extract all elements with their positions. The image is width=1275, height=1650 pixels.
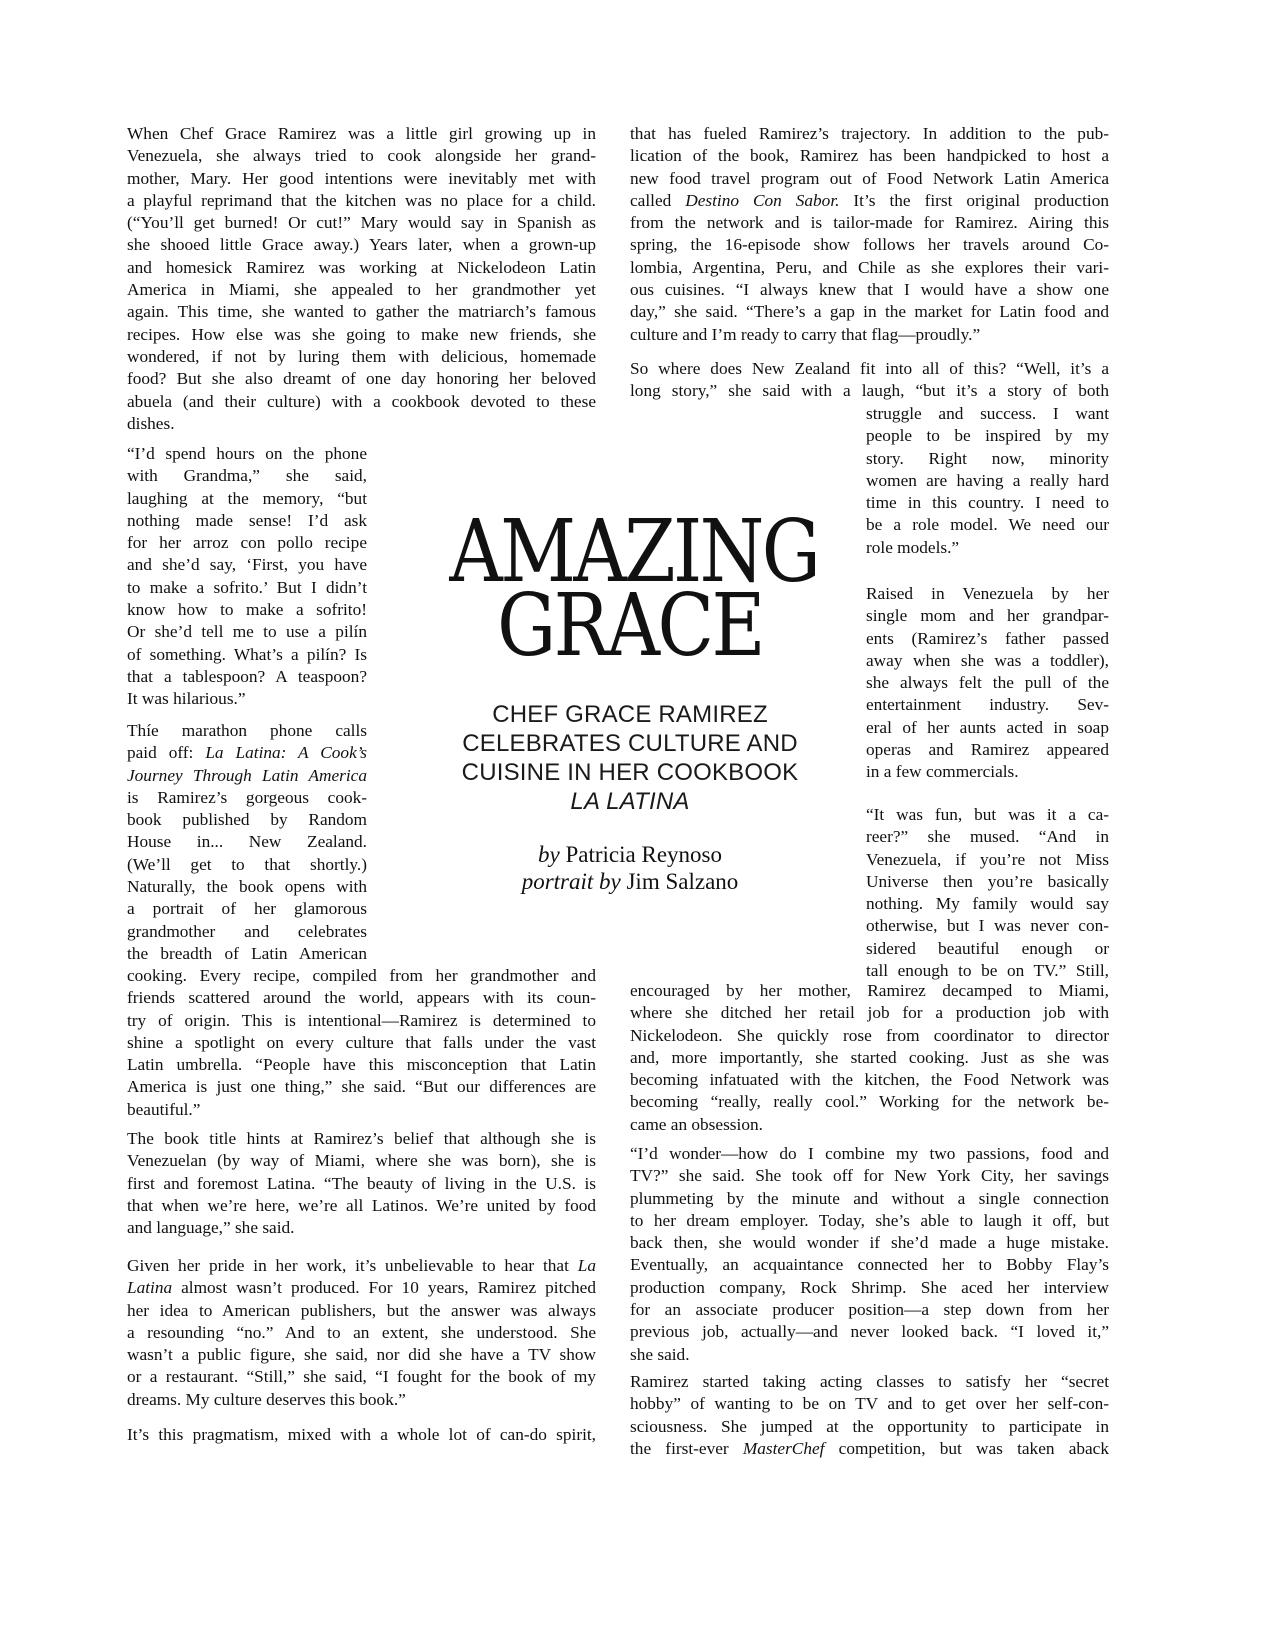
text-line: recipes. How else was she going to make new friends, she (127, 324, 596, 344)
text-line: struggle and success. I want (866, 404, 1109, 423)
text-line: hobby” of wanting to be on TV and to get over her self-con- (630, 1394, 1109, 1414)
right-paragraph-4-cont (630, 980, 1109, 1136)
text-line: Universe then you’re basically (866, 871, 1109, 891)
text-line: her idea to American publishers, but the answer was always (127, 1300, 596, 1320)
text-line: new food travel program out of Food Network Latin America (630, 168, 1109, 188)
text-line (630, 1438, 1109, 1460)
text-fragment: competition, but was taken aback (824, 1438, 1109, 1458)
text-fragment: the first-ever (630, 1438, 743, 1458)
text-line: nothing. My family would say (866, 894, 1109, 914)
text-line: with Grandma,” she said, (127, 466, 367, 486)
text-line: ous cuisines. “I always knew that I would have a show one (630, 280, 1109, 300)
text-line: long story,” she said with a laugh, “but it’s a story of both (630, 381, 1109, 401)
left-paragraph-4 (127, 1128, 596, 1239)
text-line: in a few commercials. (866, 762, 1019, 782)
text-line: encouraged by her mother, Ramirez decamped to Miami, (630, 981, 1109, 1000)
text-line: becoming infatuated with the kitchen, the Food Network was (630, 1070, 1109, 1090)
text-line: production company, Rock Shrimp. She aced her interview (630, 1277, 1109, 1297)
text-line: It was hilarious.” (127, 689, 246, 709)
dek-line-3: CUISINE IN HER COOKBOOK (461, 759, 799, 786)
text-line (127, 765, 367, 787)
left-paragraph-2 (127, 443, 367, 711)
text-line: and language,” she said. (127, 1218, 295, 1238)
left-paragraph-3-cont (127, 965, 596, 1121)
text-line: nothing made sense! I’d ask (127, 510, 367, 530)
show-title: Destino Con Sabor. (685, 190, 840, 210)
show-title: MasterChef (742, 1438, 825, 1458)
right-paragraph-5 (630, 1143, 1109, 1366)
text-line: be a role model. We need our (866, 515, 1109, 535)
text-line: Latin umbrella. “People have this misconception that Latin (127, 1055, 596, 1075)
left-paragraph-1 (127, 123, 596, 435)
book-title: La (577, 1256, 596, 1275)
text-line: cooking. Every recipe, compiled from her grandmother and (127, 966, 596, 985)
article-headline (449, 502, 819, 676)
text-line: that when we’re here, we’re all Latinos. We’re united by food (127, 1195, 596, 1215)
text-fragment: paid off: (127, 743, 206, 763)
text-line: Or she’d tell me to use a pilín (127, 622, 367, 642)
text-line: Venezuelan (by way of Miami, where she was born), she is (127, 1151, 596, 1171)
text-line: shine a spotlight on every culture that falls under the vast (127, 1032, 596, 1052)
text-line: of something. What’s a pilín? Is (127, 644, 367, 664)
photographer-credit (430, 868, 830, 895)
text-line: When Chef Grace Ramirez was a little girl growing up in (127, 124, 596, 143)
text-line: where she ditched her retail job for a production job with (630, 1003, 1109, 1023)
text-line: The book title hints at Ramirez’s belief that although she is (127, 1129, 596, 1148)
text-line: day,” she said. “There’s a gap in the market for Latin food and (630, 302, 1109, 322)
text-line: lombia, Argentina, Peru, and Chile as she explores their vari- (630, 257, 1109, 277)
text-line: or a restaurant. “Still,” she said, “I fought for the book of my (127, 1367, 596, 1387)
text-line: role models.” (866, 537, 960, 557)
text-line: mother, Mary. Her good intentions were inevitably met with (127, 168, 596, 188)
right-paragraph-2-cont (866, 403, 1109, 559)
book-title-cont: Journey Through Latin America (127, 765, 367, 785)
text-line: grandmother and celebrates (127, 921, 367, 941)
text-line: story. Right now, minority (866, 448, 1109, 468)
text-line: eral of her aunts acted in soap (866, 717, 1109, 737)
portrait-prefix: portrait by (521, 869, 621, 894)
right-paragraph-6 (630, 1371, 1109, 1460)
dek-line-2: CELEBRATES CULTURE AND (462, 730, 798, 757)
text-line: again. This time, she wanted to gather the matriarch’s famous (127, 302, 596, 322)
author-name: Patricia Reynoso (565, 842, 722, 867)
text-line: away when she was a toddler), (866, 650, 1109, 670)
byline-prefix: by (538, 842, 560, 867)
photographer-name: Jim Salzano (626, 869, 739, 894)
text-line: TV?” she said. She took off for New York City, her savings (630, 1166, 1109, 1186)
text-line: Eventually, an acquaintance connected her to Bobby Flay’s (630, 1255, 1109, 1275)
text-line: “I’d spend hours on the phone (127, 444, 367, 463)
text-line: beautiful.” (127, 1099, 201, 1119)
text-line: Venezuela, she always tried to cook alongside her grand- (127, 146, 596, 166)
text-line: time in this country. I need to (866, 493, 1109, 513)
text-line: So where does New Zealand fit into all of this? “Well, it’s a (630, 359, 1109, 378)
text-line: “It was fun, but was it a ca- (866, 805, 1109, 824)
text-line: she shooed little Grace away.) Years later, when a grown-up (127, 235, 596, 255)
right-paragraph-3 (866, 583, 1109, 784)
text-line: lication of the book, Ramirez has been handpicked to host a (630, 146, 1109, 166)
left-paragraph-3 (127, 720, 367, 965)
text-line: wondered, if not by luring them with delicious, homemade (127, 346, 596, 366)
text-fragment: It’s the first original production (839, 190, 1109, 210)
text-line: from the network and is tailor-made for Ramirez. Airing this (630, 213, 1109, 233)
text-line: a resounding “no.” And to an extent, she understood. She (127, 1322, 596, 1342)
headline-line-1: AMAZING (449, 502, 819, 602)
text-line: ents (Ramirez’s father passed (866, 628, 1109, 648)
text-line: first and foremost Latina. “The beauty of living in the U.S. is (127, 1173, 596, 1193)
right-paragraph-4 (866, 804, 1109, 982)
text-line: spring, the 16-episode show follows her travels around Co- (630, 235, 1109, 255)
text-line: a portrait of her glamorous (127, 899, 367, 919)
text-line: Naturally, the book opens with (127, 877, 367, 897)
book-title: La Latina: A Cook’s (205, 743, 367, 763)
text-line: sciousness. She jumped at the opportunity to participate in (630, 1416, 1109, 1436)
article-byline (430, 841, 830, 895)
text-line: she always felt the pull of the (866, 673, 1109, 693)
text-line: abuela (and their culture) with a cookbook devoted to these (127, 391, 596, 411)
text-line (630, 190, 1109, 212)
text-line: tall enough to be on TV.” Still, (866, 961, 1109, 981)
text-line: that has fueled Ramirez’s trajectory. In addition to the pub- (630, 124, 1109, 143)
article-dek (430, 700, 830, 816)
text-line: dishes. (127, 413, 175, 433)
text-line: operas and Ramirez appeared (866, 740, 1109, 760)
text-line: know how to make a sofrito! (127, 600, 367, 620)
dek-book-title: LA LATINA (570, 788, 690, 815)
text-line: for her arroz con pollo recipe (127, 533, 367, 553)
text-line: America in Miami, she appealed to her grandmother yet (127, 280, 596, 300)
text-line: and, more importantly, she started cooking. Just as she was (630, 1047, 1109, 1067)
text-line: and homesick Ramirez was working at Nickelodeon Latin (127, 257, 596, 277)
text-fragment: Given her pride in her work, it’s unbelievable to hear that (127, 1256, 578, 1275)
text-line: otherwise, but I was never con- (866, 916, 1109, 936)
text-line: wasn’t a public figure, she said, nor did she have a TV show (127, 1345, 596, 1365)
text-line: people to be inspired by my (866, 426, 1109, 446)
text-line: came an obsession. (630, 1114, 763, 1134)
text-line: plummeting by the minute and without a single connection (630, 1188, 1109, 1208)
text-line: reer?” she mused. “And in (866, 827, 1109, 847)
headline-line-2: GRACE (497, 576, 763, 676)
text-line: becoming “really, really cool.” Working for the network be- (630, 1092, 1109, 1112)
text-fragment: called (630, 190, 686, 210)
text-line: book published by Random (127, 810, 367, 830)
text-line: to her dream employer. Today, she’s able to laugh it off, but (630, 1210, 1109, 1230)
text-line: she said. (630, 1344, 690, 1364)
text-line: friends scattered around the world, appears with its coun- (127, 988, 596, 1008)
text-line: back then, she would wonder if she’d made a huge mistake. (630, 1233, 1109, 1253)
text-line (127, 1255, 596, 1277)
text-line: entertainment industry. Sev- (866, 695, 1109, 715)
text-line: America is just one thing,” she said. “But our differences are (127, 1077, 596, 1097)
text-fragment: almost wasn’t produced. For 10 years, Ramirez pitched (172, 1278, 596, 1298)
left-paragraph-5 (127, 1255, 596, 1411)
text-line: that a tablespoon? A teaspoon? (127, 666, 367, 686)
text-line: dreams. My culture deserves this book.” (127, 1389, 406, 1409)
right-paragraph-2 (630, 358, 1109, 403)
text-line: women are having a really hard (866, 470, 1109, 490)
text-line: “I’d wonder—how do I combine my two passions, food and (630, 1144, 1109, 1163)
text-line: Thíe marathon phone calls (127, 721, 367, 740)
text-line: (“You’ll get burned! Or cut!” Mary would say in Spanish as (127, 213, 596, 233)
text-line (127, 1277, 596, 1299)
text-line: House in... New Zealand. (127, 832, 367, 852)
text-line: a playful reprimand that the kitchen was no place for a child. (127, 190, 596, 210)
text-line: It’s this pragmatism, mixed with a whole lot of can-do spirit, (127, 1425, 596, 1444)
text-line: Nickelodeon. She quickly rose from coordinator to director (630, 1025, 1109, 1045)
dek-line-1: CHEF GRACE RAMIREZ (492, 701, 768, 728)
text-line: laughing at the memory, “but (127, 488, 367, 508)
text-line: to make a sofrito.’ But I didn’t (127, 577, 367, 597)
text-line: is Ramirez’s gorgeous cook- (127, 787, 367, 807)
text-line (127, 742, 367, 764)
text-line: Venezuela, if you’re not Miss (866, 849, 1109, 869)
text-line: Ramirez started taking acting classes to satisfy her “secret (630, 1372, 1109, 1391)
text-line: for an associate producer position—a step down from her (630, 1300, 1109, 1320)
text-line: previous job, actually—and never looked back. “I loved it,” (630, 1322, 1109, 1342)
text-line: culture and I’m ready to carry that flag—proudly.” (630, 324, 981, 344)
author-credit (430, 841, 830, 868)
text-line: sidered beautiful enough or (866, 938, 1109, 958)
right-paragraph-1 (630, 123, 1109, 346)
left-paragraph-6 (127, 1424, 596, 1446)
text-line: the breadth of Latin American (127, 943, 367, 963)
book-title-cont: Latina (127, 1278, 173, 1298)
text-line: try of origin. This is intentional—Ramirez is determined to (127, 1010, 596, 1030)
text-line: single mom and her grandpar- (866, 606, 1109, 626)
text-line: (We’ll get to that shortly.) (127, 854, 367, 874)
text-line: Raised in Venezuela by her (866, 584, 1109, 603)
text-line: food? But she also dreamt of one day honoring her beloved (127, 369, 596, 389)
text-line: and she’d say, ‘First, you have (127, 555, 367, 575)
